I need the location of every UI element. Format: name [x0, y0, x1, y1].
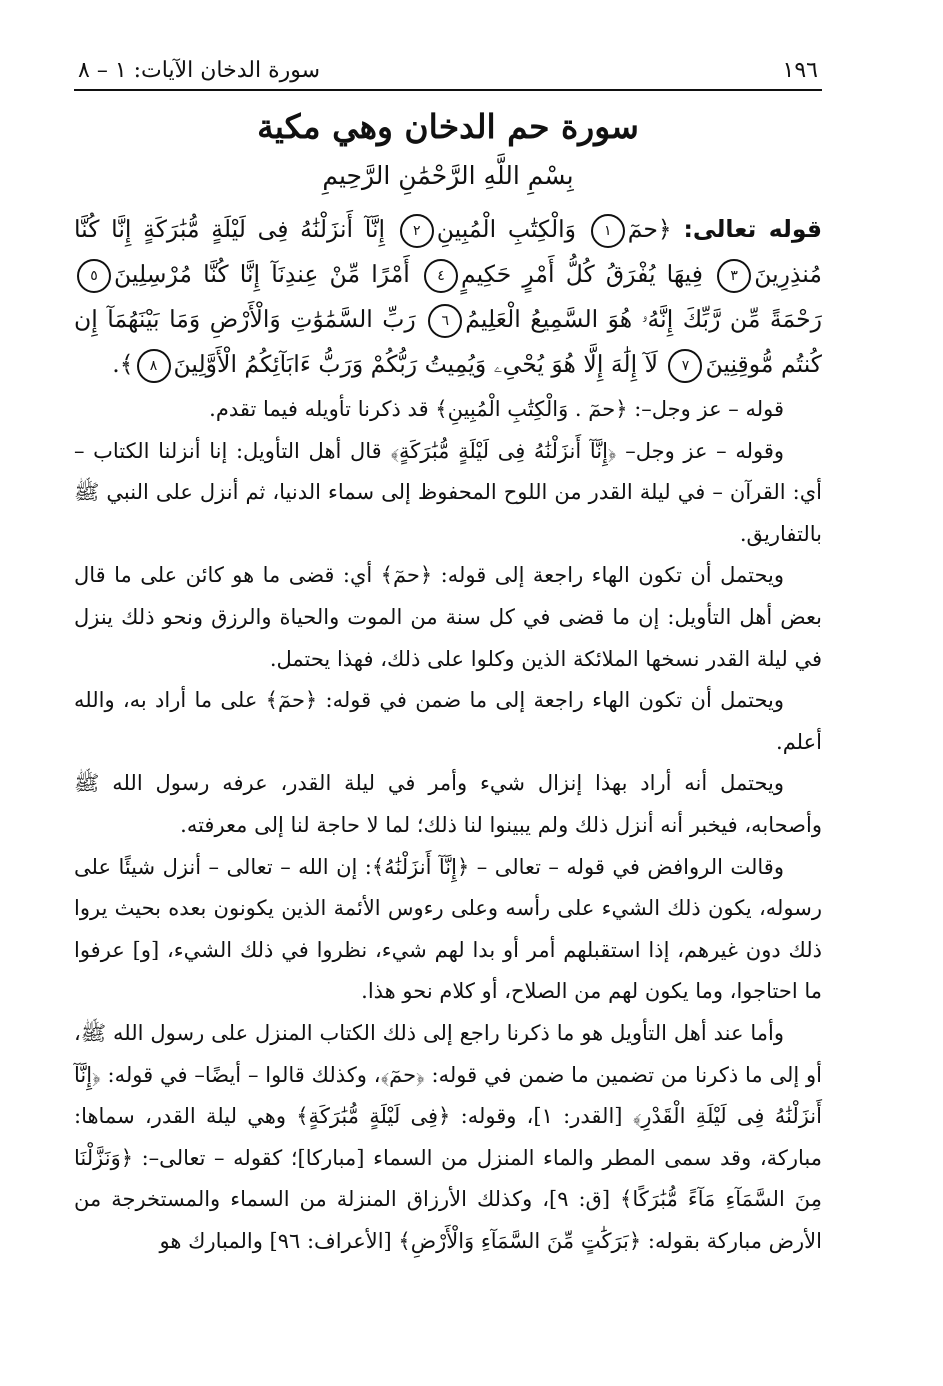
verses-closing: ﴾.: [112, 350, 134, 378]
verse-text: رَحْمَةً مِّن رَّبِّكَ إِنَّهُۥ هُوَ السَّمِيعُ الْعَلِيمُ: [465, 305, 822, 333]
verse-text: أَمْرًا مِّنْ عِندِنَآ إِنَّا كُنَّا مُرْسِلِينَ: [114, 260, 410, 288]
book-page: [74, 50, 822, 1262]
verse-text: رَبِّ السَّمَٰوَٰتِ وَالْأَرْضِ وَمَا بَيْنَهُمَآ إِن كُنتُم مُّوقِنِينَ: [74, 305, 822, 378]
verse-number-marker: ٧: [668, 349, 702, 383]
verse-text: وَالْكِتَٰبِ الْمُبِينِ: [436, 215, 577, 243]
commentary-paragraph: ويحتمل أنه أراد بهذا إنزال شيء وأمر في ليلة القدر، عرفه رسول الله ﷺ وأصحابه، فيخبر أنه أنزل ذلك ولم يبينوا لنا ذلك؛ لما لا حاجة لنا إلى معرفته.: [74, 771, 822, 837]
verse-number-marker: ٢: [400, 214, 434, 248]
verse-number-marker: ٨: [137, 349, 171, 383]
commentary-body: [74, 389, 822, 1262]
verse-number-marker: ٤: [424, 259, 458, 293]
verse-text: ﴿حمٓ: [627, 215, 672, 243]
commentary-paragraph: ويحتمل أن تكون الهاء راجعة إلى ما ضمن في قوله: ﴿حمٓ﴾ على ما أراد به، والله أعلم.: [74, 688, 822, 754]
verse-number-marker: ٥: [77, 259, 111, 293]
verse-text: إِنَّآ أَنزَلْنَٰهُ فِى لَيْلَةٍ مُّبَٰرَكَةٍ إِنَّا كُنَّا مُنذِرِينَ: [74, 215, 822, 288]
commentary-paragraph: وأما عند أهل التأويل هو ما ذكرنا راجع إلى ذلك الكتاب المنزل على رسول الله ﷺ، أو إلى ما ذكرنا من تضمين ما ضمن في قوله: ﴿حمٓ﴾، وكذلك قالوا – أيضًا– في قوله: ﴿إِنَّآ أَنزَلْنَٰهُ فِى لَيْلَةِ الْقَدْرِ﴾ [القدر: ١]، وقوله: ﴿فِى لَيْلَةٍ مُّبَٰرَكَةٍ﴾ وهي ليلة القدر، سماها: مباركة، وقد سمى المطر والماء المنزل من السماء [مباركا]؛ كقوله – تعالى–: ﴿وَنَزَّلْنَا مِنَ السَّمَآءِ مَآءً مُّبَٰرَكًا﴾ [ق: ٩]، وكذلك الأرزاق المنزلة من السماء والمستخرجة من الأرض مباركة بقوله: ﴿بَرَكَٰتٍ مِّنَ السَّمَآءِ وَالْأَرْضِ﴾ [الأعراف: ٩٦] والمبارك هو: [74, 1020, 823, 1253]
verse-text: فِيهَا يُفْرَقُ كُلُّ أَمْرٍ حَكِيمٍ: [461, 260, 703, 288]
commentary-paragraph: قوله – عز وجل–: ﴿حمٓ . وَالْكِتَٰبِ الْمُبِينِ﴾ قد ذكرنا تأويله فيما تقدم.: [209, 397, 784, 421]
verse-number-marker: ٦: [428, 304, 462, 338]
running-title: سورة الدخان الآيات: ١ – ٨: [78, 58, 321, 83]
basmala: بِسْمِ اللَّهِ الرَّحْمَٰنِ الرَّحِيمِ: [322, 161, 574, 190]
commentary-paragraph: وقالت الروافض في قوله – تعالى – ﴿إِنَّآ أَنزَلْنَٰهُ﴾: إن الله – تعالى – أنزل شيئًا على رسوله، يكون ذلك الشيء على رأسه وعلى رءوس الأئمة الذين يكونون بعده بحيث يروا ذلك دون غيرهم، إذا استقبلهم أمر أو بدا لهم شيء، نظروا في ذلك الشيء، [و] عرفوا ما احتاجوا، وما يكون لهم من الصلاح، أو كلام نحو هذا.: [74, 854, 822, 1004]
commentary-paragraph: ويحتمل أن تكون الهاء راجعة إلى قوله: ﴿حمٓ﴾ أي: قضى ما هو كائن على ما قال بعض أهل التأويل: إن ما قضى في كل سنة من الموت والحياة والرزق ونحو ذلك ينزل في ليلة القدر نسخها الملائكة الذين وكلوا على ذلك، فهذا يحتمل.: [74, 563, 822, 671]
verse-number-marker: ٣: [717, 259, 751, 293]
verse-text: لَآ إِلَٰهَ إِلَّا هُوَ يُحْىِۦ وَيُمِيتُ رَبُّكُمْ وَرَبُّ ءَابَآئِكُمُ الْأَوَّلِينَ: [173, 350, 658, 378]
verses-lead: قوله تعالى:: [683, 215, 822, 243]
running-header: [74, 50, 822, 91]
quran-verses-block: [74, 207, 822, 387]
verse-number-marker: ١: [591, 214, 625, 248]
commentary-paragraph: وقوله – عز وجل– ﴿إِنَّآ أَنزَلْنَٰهُ فِى لَيْلَةٍ مُّبَٰرَكَةٍ﴾ قال أهل التأويل: إنا أنزلنا الكتاب – أي: القرآن – في ليلة القدر من اللوح المحفوظ إلى سماء الدنيا، ثم أنزل على النبي ﷺ بالتفاريق.: [74, 438, 822, 546]
page-number: ١٩٦: [782, 58, 818, 83]
surah-title: سورة حم الدخان وهي مكية: [257, 107, 639, 146]
